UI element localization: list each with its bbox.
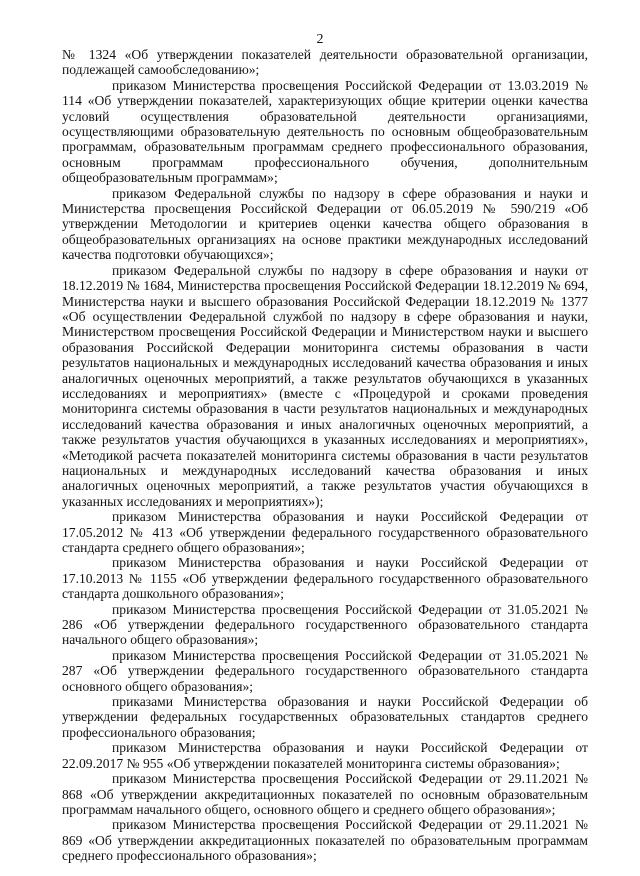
- paragraph: приказом Министерства просвещения Российской Федерации от 31.05.2021 № 286 «Об утверждении федерального государственного образовательного стандарта начального общего образования»;: [62, 601, 588, 648]
- paragraph: приказом Министерства просвещения Российской Федерации от 29.11.2021 № 868 «Об утверждении аккредитационных показателей по основным образовательным программам начального общего, основного общего и среднего общего образования»;: [62, 771, 588, 817]
- paragraph: приказом Министерства просвещения Российской Федерации от 31.05.2021 № 287 «Об утверждении федерального государственного образовательного стандарта основного общего образования»;: [62, 647, 588, 694]
- paragraph: приказом Министерства образования и науки Российской Федерации от 17.05.2012 № 413 «Об утверждении федерального государственного образовательного стандарта среднего общего образования»;: [62, 509, 588, 555]
- paragraph: № 1324 «Об утверждении показателей деятельности образовательной организации, подлежащей самообследованию»;: [62, 47, 588, 78]
- paragraph: приказом Министерства просвещения Российской Федерации от 29.11.2021 № 869 «Об утверждении аккредитационных показателей по образовательным программам среднего профессионального образования»;: [62, 817, 588, 864]
- paragraph: приказами Министерства образования и науки Российской Федерации об утверждении федеральных государственных образовательных стандартов среднего профессионального образования;: [62, 694, 588, 740]
- paragraph: приказом Министерства просвещения Российской Федерации от 13.03.2019 № 114 «Об утверждении показателей, характеризующих общие критерии оценки качества условий осуществления образовательной деятельности организациями, осуществляющими образовательную деятельность по основным общеобразовательным программам, образовательным программам среднего профессионального образования, основным программам профессионального обучения, дополнительным общеобразовательным программам»;: [62, 77, 588, 186]
- document-body: [62, 47, 588, 864]
- page-number: 2: [316, 32, 324, 47]
- paragraph: приказом Федеральной службы по надзору в сфере образования и науки от 18.12.2019 № 1684, Министерства просвещения Российской Федерации 18.12.2019 № 694, Министерства науки и высшего образования Российской Федерации 18.12.2019 № 1377 «Об осуществлении Федеральной службой по надзору в сфере образования и науки, Министерством просвещения Российской Федерации и Министерством науки и высшего образования Российской Федерации мониторинга системы образования в части результатов национальных и международных исследований качества образования и иных аналогичных оценочных мероприятий, а также результатов обучающихся в указанных исследованиях и мероприятиях» (вместе с «Процедурой и сроками проведения мониторинга системы образования в части результатов национальных и международных исследований качества образования и иных аналогичных оценочных мероприятий, а также результатов участия обучающихся в указанных исследованиях и мероприятиях», «Методикой расчета показателей мониторинга системы образования в части результатов национальных и международных исследований качества образования и иных аналогичных оценочных мероприятий, а также результатов участия обучающихся в указанных исследованиях и мероприятиях»);: [62, 262, 588, 509]
- paragraph: приказом Министерства образования и науки Российской Федерации от 17.10.2013 № 1155 «Об утверждении федерального государственного образовательного стандарта дошкольного образования»;: [62, 555, 588, 602]
- paragraph: приказом Министерства образования и науки Российской Федерации от 22.09.2017 № 955 «Об утверждении показателей мониторинга системы образования»;: [62, 740, 588, 771]
- paragraph: приказом Федеральной службы по надзору в сфере образования и науки и Министерства просвещения Российской Федерации от 06.05.2019 № 590/219 «Об утверждении Методологии и критериев оценки качества общего образования в общеобразовательных организациях на основе практики международных исследований качества подготовки обучающихся»;: [62, 185, 588, 263]
